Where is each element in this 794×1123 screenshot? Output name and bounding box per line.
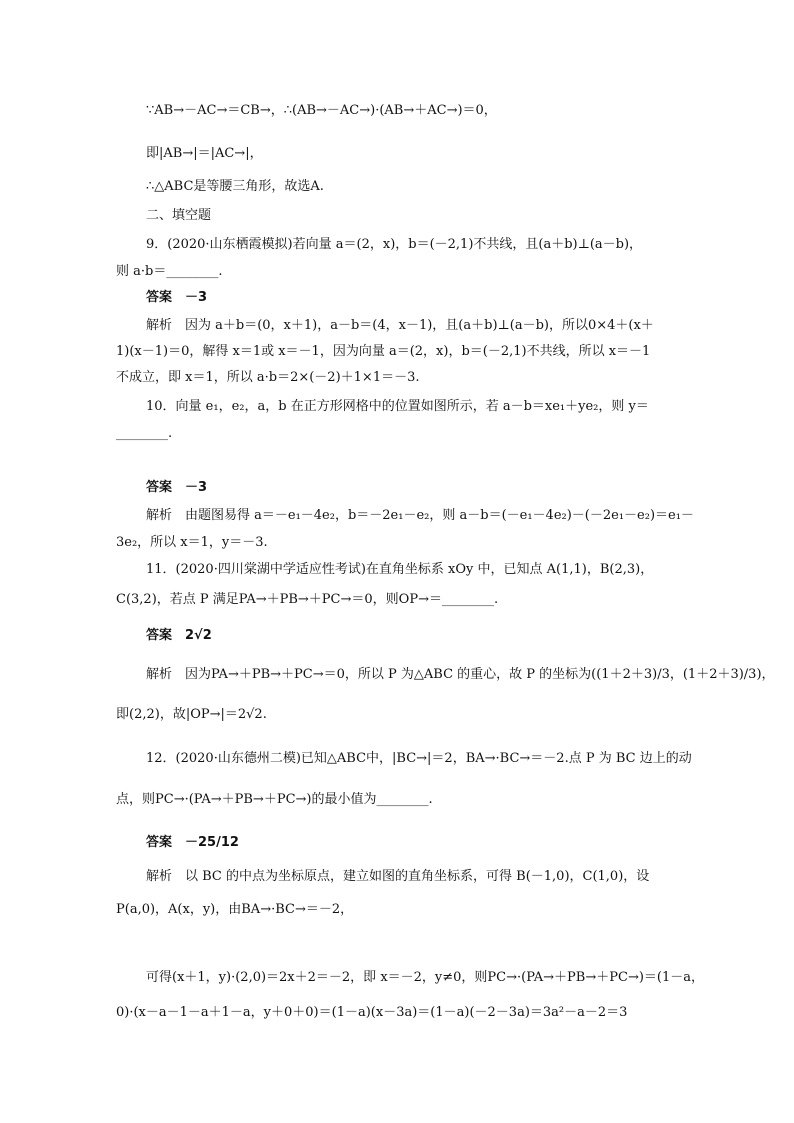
q10-answer: 答案 －3 (146, 480, 208, 495)
q12-line-1: 12．(2020·山东德州二模)已知△ABC中，|BC→|＝2，BA→·BC→＝－2.点 P 为 BC 边上的动 (146, 751, 692, 766)
line-3: ∴△ABC是等腰三角形，故选A. (146, 179, 324, 194)
q12-analysis-1: 解析 以 BC 的中点为坐标原点，建立如图的直角坐标系，可得 B(－1,0)，C(1,0)，设 (146, 869, 650, 884)
q12-answer: 答案 －25/12 (146, 835, 239, 850)
q9-analysis-1: 解析 因为 a＋b＝(0，x＋1)，a－b＝(4，x－1)，且(a＋b)⊥(a－b)，所以0×4＋(x＋ (146, 318, 654, 333)
q11-answer: 答案 2√2 (146, 628, 212, 643)
q12-analysis-3: 可得(x＋1，y)·(2,0)＝2x＋2＝－2，即 x＝－2，y≠0，则PC→·(PA→＋PB→＋PC→)＝(1－a， (146, 970, 704, 985)
q11-analysis-1: 解析 因为PA→＋PB→＋PC→＝0，所以 P 为△ABC 的重心，故 P 的坐标为((1＋2＋3)/3，(1＋2＋3)/3)， (146, 667, 775, 682)
line-1: ∵AB→－AC→＝CB→，∴(AB→－AC→)·(AB→＋AC→)＝0， (146, 103, 497, 118)
q10-line-2: ________. (116, 426, 173, 441)
section-heading: 二、填空题 (146, 208, 212, 223)
q9-line-2: 则 a·b＝________. (116, 264, 223, 279)
q11-line-1: 11．(2020·四川棠湖中学适应性考试)在直角坐标系 xOy 中，已知点 A(1,1)，B(2,3)， (146, 562, 654, 577)
q9-line-1: 9．(2020·山东栖霞模拟)若向量 a＝(2，x)，b＝(－2,1)不共线，且(a＋b)⊥(a－b)， (146, 237, 643, 252)
q11-analysis-2: 即(2,2)，故|OP→|＝2√2. (116, 707, 267, 722)
q10-analysis-1: 解析 由题图易得 a＝－e₁－4e₂，b＝－2e₁－e₂，则 a－b＝(－e₁－4e₂)－(－2e₁－e₂)＝e₁－ (146, 508, 694, 523)
q12-line-2: 点，则PC→·(PA→＋PB→＋PC→)的最小值为________. (116, 792, 433, 807)
line-2: 即|AB→|＝|AC→|， (146, 146, 263, 161)
q12-analysis-2: P(a,0)，A(x，y)，由BA→·BC→＝－2， (116, 902, 354, 917)
q10-line-1: 10．向量 e₁，e₂，a，b 在正方形网格中的位置如图所示，若 a－b＝xe₁＋ye₂，则 y＝ (146, 399, 649, 414)
q11-line-2: C(3,2)，若点 P 满足PA→＋PB→＋PC→＝0，则OP→＝________. (116, 592, 499, 607)
q10-analysis-2: 3e₂，所以 x＝1，y＝－3. (116, 535, 268, 550)
q9-analysis-3: 不成立，即 x＝1，所以 a·b＝2×(－2)＋1×1＝－3. (116, 370, 420, 385)
q9-answer: 答案 －3 (146, 290, 208, 305)
q9-analysis-2: 1)(x－1)＝0，解得 x＝1或 x＝－1，因为向量 a＝(2，x)，b＝(－2,1)不共线，所以 x＝－1 (116, 344, 651, 359)
q12-analysis-4: 0)·(x－a－1－a＋1－a，y＋0＋0)＝(1－a)(x－3a)＝(1－a)(－2－3a)＝3a²－a－2＝3 (116, 1005, 628, 1020)
